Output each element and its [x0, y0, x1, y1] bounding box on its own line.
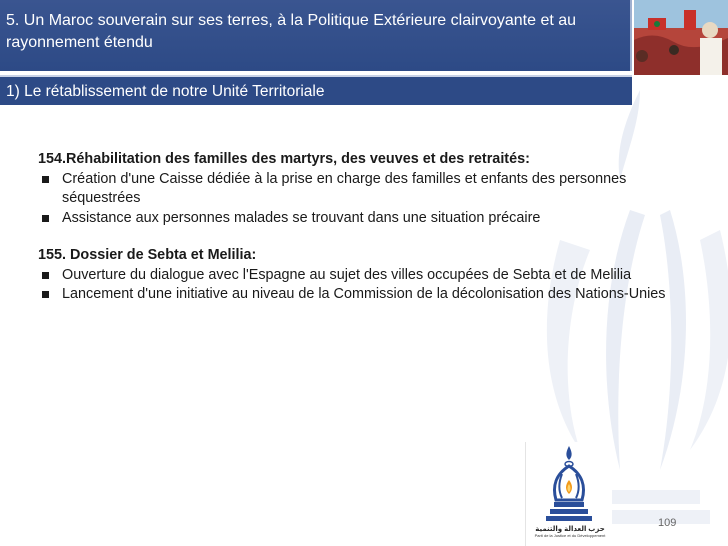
logo-french-text: Parti de la Justice et du Développement: [534, 533, 606, 538]
logo-caption: [534, 526, 606, 538]
page-number: 109: [658, 517, 677, 529]
section-154: [38, 150, 678, 228]
square-bullet-icon: [42, 272, 49, 279]
list-item: [38, 170, 678, 209]
square-bullet-icon: [42, 291, 49, 298]
slide-title: 5. Un Maroc souverain sur ses terres, à la Politique Extérieure clairvoyante et au rayonnement étendu: [6, 12, 577, 51]
slide-body: [38, 150, 678, 323]
lamp-logo-icon: [526, 442, 612, 526]
section-title: 1) Le rétablissement de notre Unité Territoriale: [6, 83, 325, 100]
bullet-text: Lancement d'une initiative au niveau de la Commission de la décolonisation des Nations-Unies: [62, 286, 666, 302]
list-item: [38, 266, 678, 286]
bullet-text: Ouverture du dialogue avec l'Espagne au sujet des villes occupées de Sebta et de Melilia: [62, 266, 632, 283]
list-item: [38, 285, 678, 305]
header-photo: [634, 0, 728, 75]
logo-arabic-text: حزب العدالة والتنمية: [535, 526, 605, 533]
square-bullet-icon: [42, 215, 49, 222]
section-heading: 155. Dossier de Sebta et Melilia:: [38, 247, 257, 263]
list-item: [38, 209, 678, 229]
bullet-text: Création d'une Caisse dédiée à la prise en charge des familles et enfants des personnes séquestrées: [62, 170, 627, 206]
section-155: [38, 246, 678, 305]
party-logo: [525, 442, 612, 546]
bullet-text: Assistance aux personnes malades se trouvant dans une situation précaire: [62, 209, 541, 226]
slide-header: [0, 0, 632, 71]
square-bullet-icon: [42, 176, 49, 183]
section-heading: 154.Réhabilitation des familles des martyrs, des veuves et des retraités:: [38, 151, 530, 167]
